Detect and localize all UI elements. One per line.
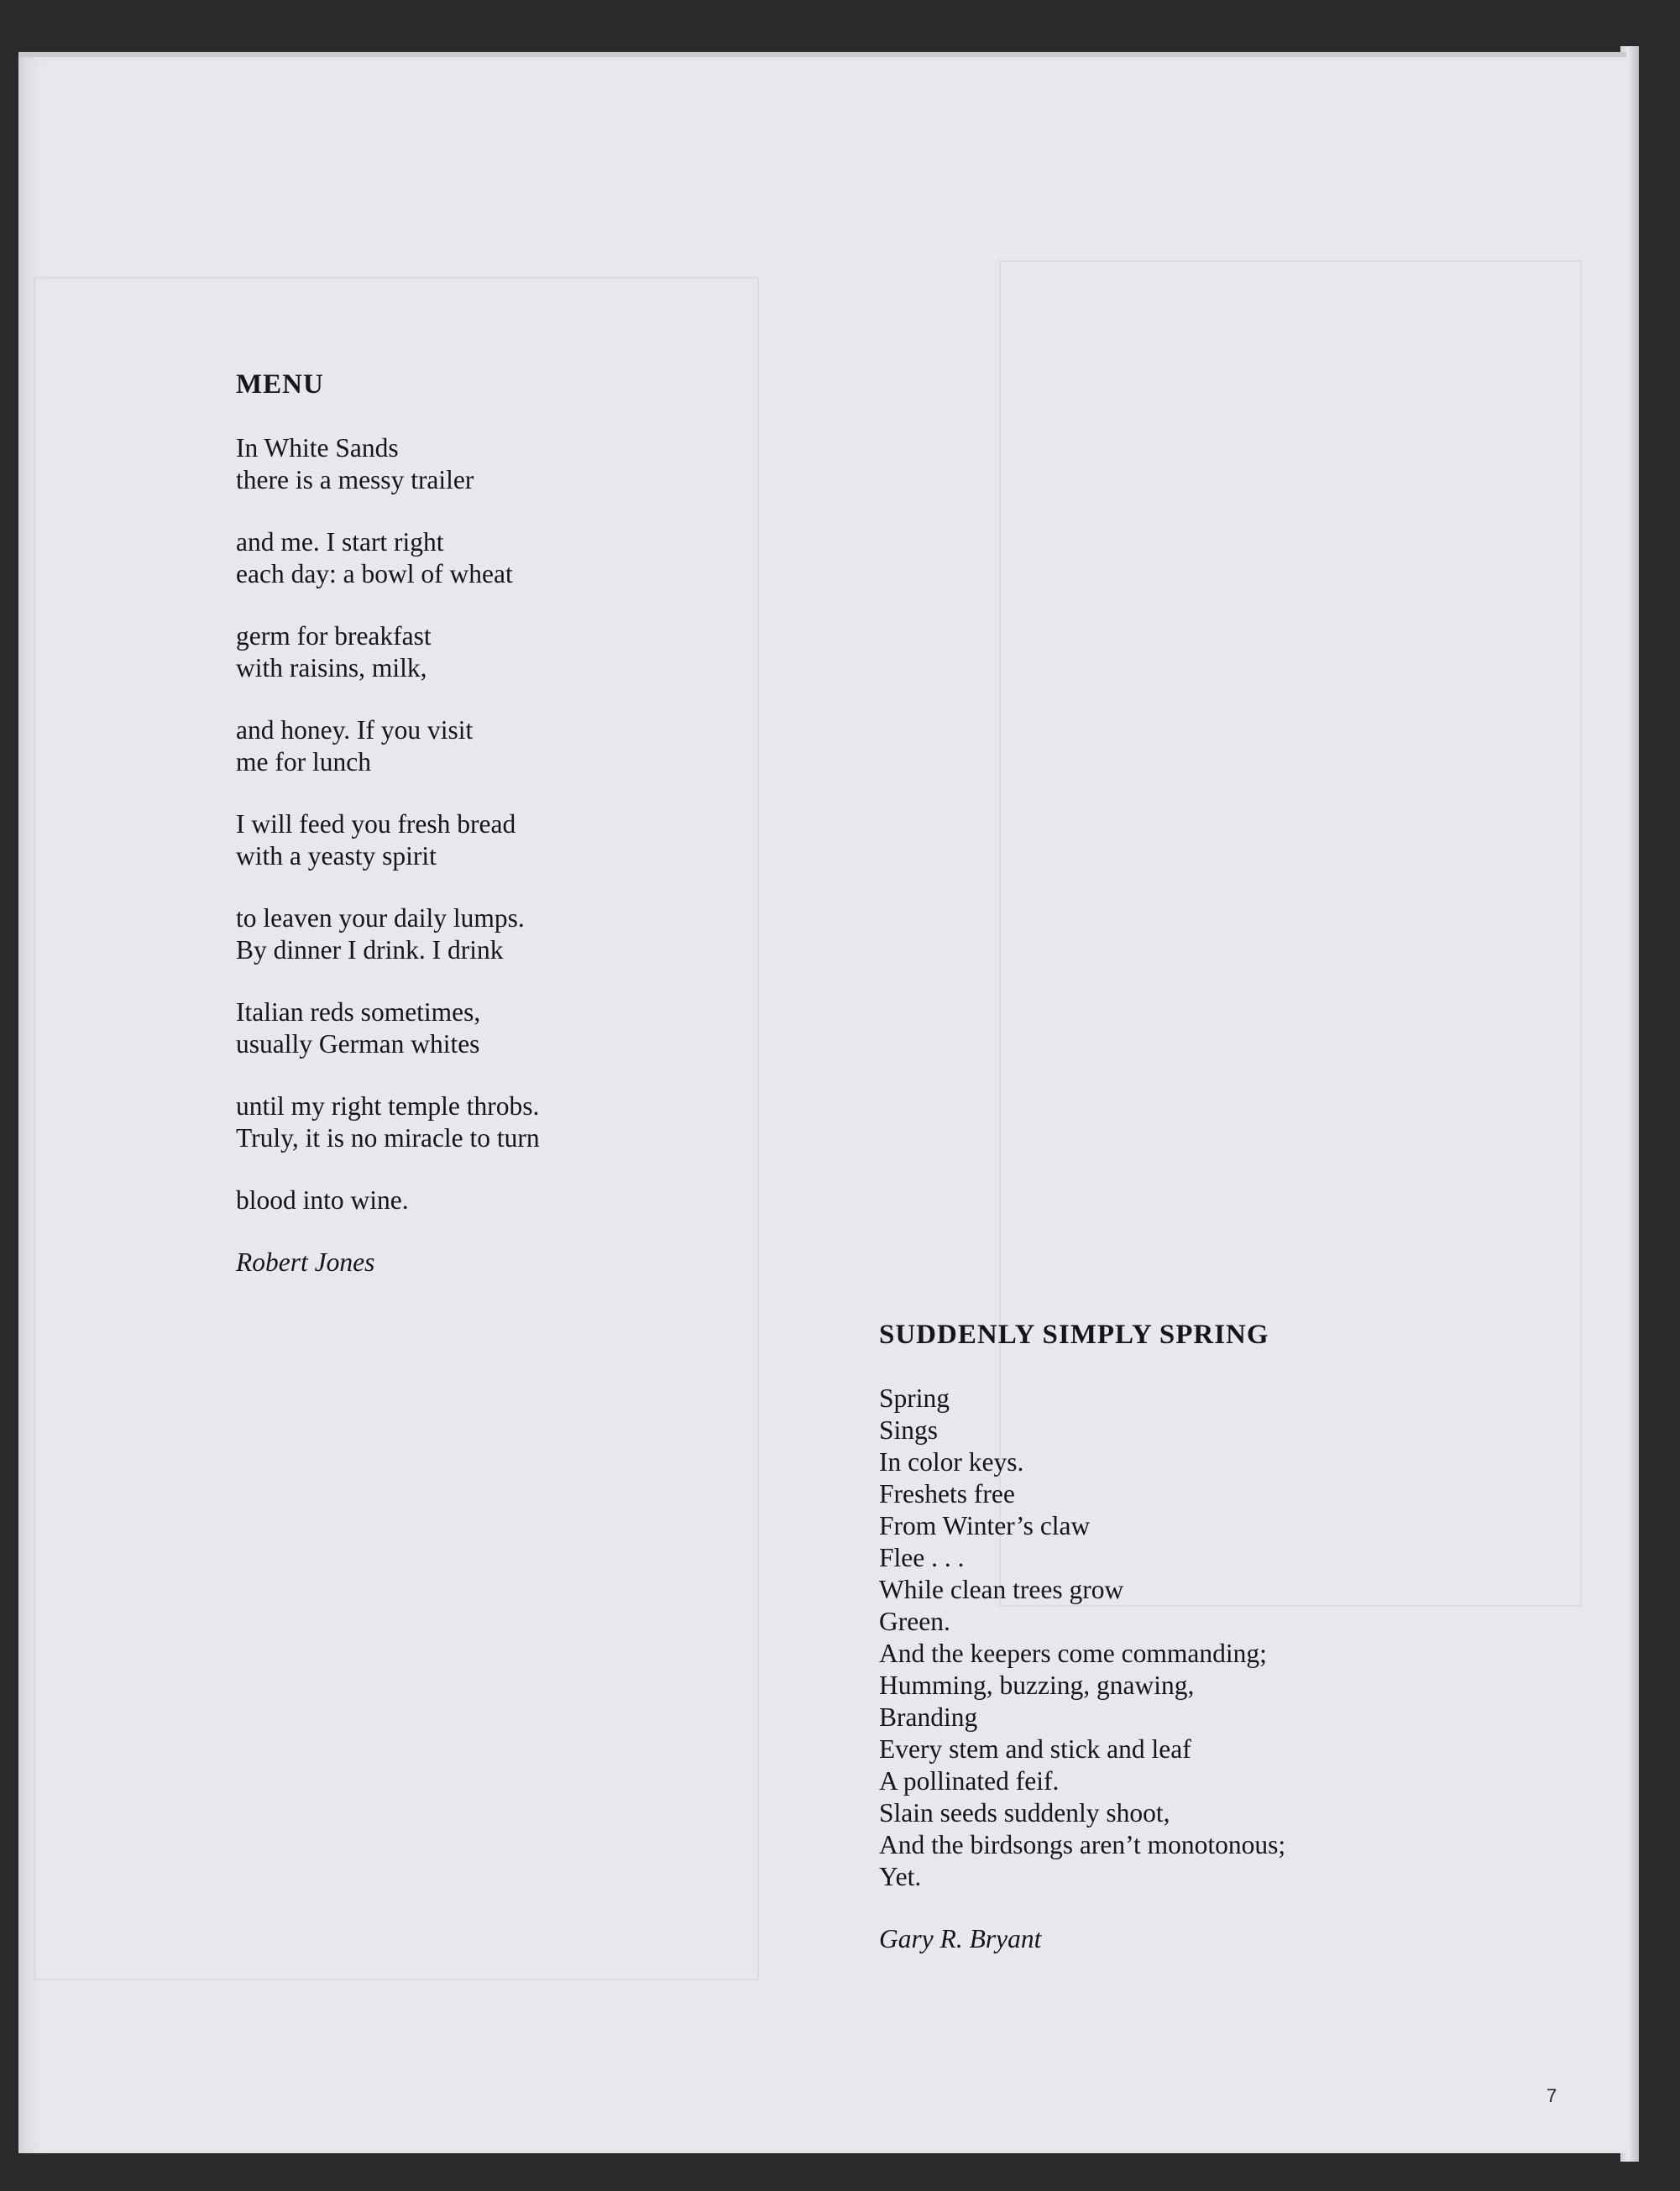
poem-line: Yet.: [879, 1862, 922, 1891]
poem-title: MENU: [236, 369, 324, 400]
poem-stanza: [236, 1184, 540, 1216]
poem-line: A pollinated feif.: [879, 1766, 1060, 1796]
poem-stanza: [236, 808, 540, 872]
poem-stanza: [236, 714, 540, 778]
poem-line: Italian reds sometimes,: [236, 997, 481, 1027]
poem-line: with a yeasty spirit: [236, 841, 437, 871]
poem-line: And the keepers come commanding;: [879, 1639, 1267, 1668]
poem-line: In White Sands: [236, 433, 399, 463]
poem-line: Every stem and stick and leaf: [879, 1734, 1191, 1764]
poem-line: In color keys.: [879, 1447, 1024, 1477]
poem-line: to leaven your daily lumps.: [236, 903, 525, 933]
poem-line: From Winter’s claw: [879, 1511, 1091, 1540]
poem-line: Branding: [879, 1702, 978, 1732]
poem-line: germ for breakfast: [236, 621, 432, 651]
poem-author: Gary R. Bryant: [879, 1924, 1042, 1953]
poem-line: While clean trees grow: [879, 1575, 1124, 1604]
poem-line: Slain seeds suddenly shoot,: [879, 1798, 1170, 1828]
poem-line: Truly, it is no miracle to turn: [236, 1123, 540, 1153]
poem-stanza: [236, 432, 540, 496]
poem-menu: [236, 369, 540, 1279]
poem-body: [236, 432, 540, 1216]
poem-line: Humming, buzzing, gnawing,: [879, 1671, 1195, 1700]
poem-line: Flee . . .: [879, 1543, 965, 1572]
poem-line: Green.: [879, 1607, 950, 1636]
poem-stanza: [236, 620, 540, 684]
page-number: 7: [1547, 2085, 1557, 2106]
poem-line: me for lunch: [236, 747, 371, 777]
poem-line: with raisins, milk,: [236, 653, 427, 682]
poem-line: there is a messy trailer: [236, 465, 474, 494]
poem-line: By dinner I drink. I drink: [236, 935, 504, 965]
poem-line: blood into wine.: [236, 1185, 409, 1215]
poem-stanza: [236, 996, 540, 1060]
poem-line: I will feed you fresh bread: [236, 809, 516, 839]
poem-line: usually German whites: [236, 1029, 480, 1059]
poem-suddenly-simply-spring: [879, 1320, 1285, 1955]
poem-line: Spring: [879, 1383, 950, 1413]
poem-line: each day: a bowl of wheat: [236, 559, 513, 588]
poem-line: and honey. If you visit: [236, 715, 474, 745]
poem-line: Sings: [879, 1415, 939, 1445]
poem-line: And the birdsongs aren’t monotonous;: [879, 1830, 1286, 1859]
poem-author: Robert Jones: [236, 1247, 375, 1277]
poem-title: SUDDENLY SIMPLY SPRING: [879, 1320, 1269, 1350]
poem-stanza: [236, 1090, 540, 1154]
poem-body: [879, 1383, 1285, 1893]
poem-line: Freshets free: [879, 1479, 1015, 1509]
poem-stanza: [236, 526, 540, 590]
poem-line: and me. I start right: [236, 527, 444, 557]
poem-line: until my right temple throbs.: [236, 1091, 540, 1121]
poem-stanza: [236, 902, 540, 966]
